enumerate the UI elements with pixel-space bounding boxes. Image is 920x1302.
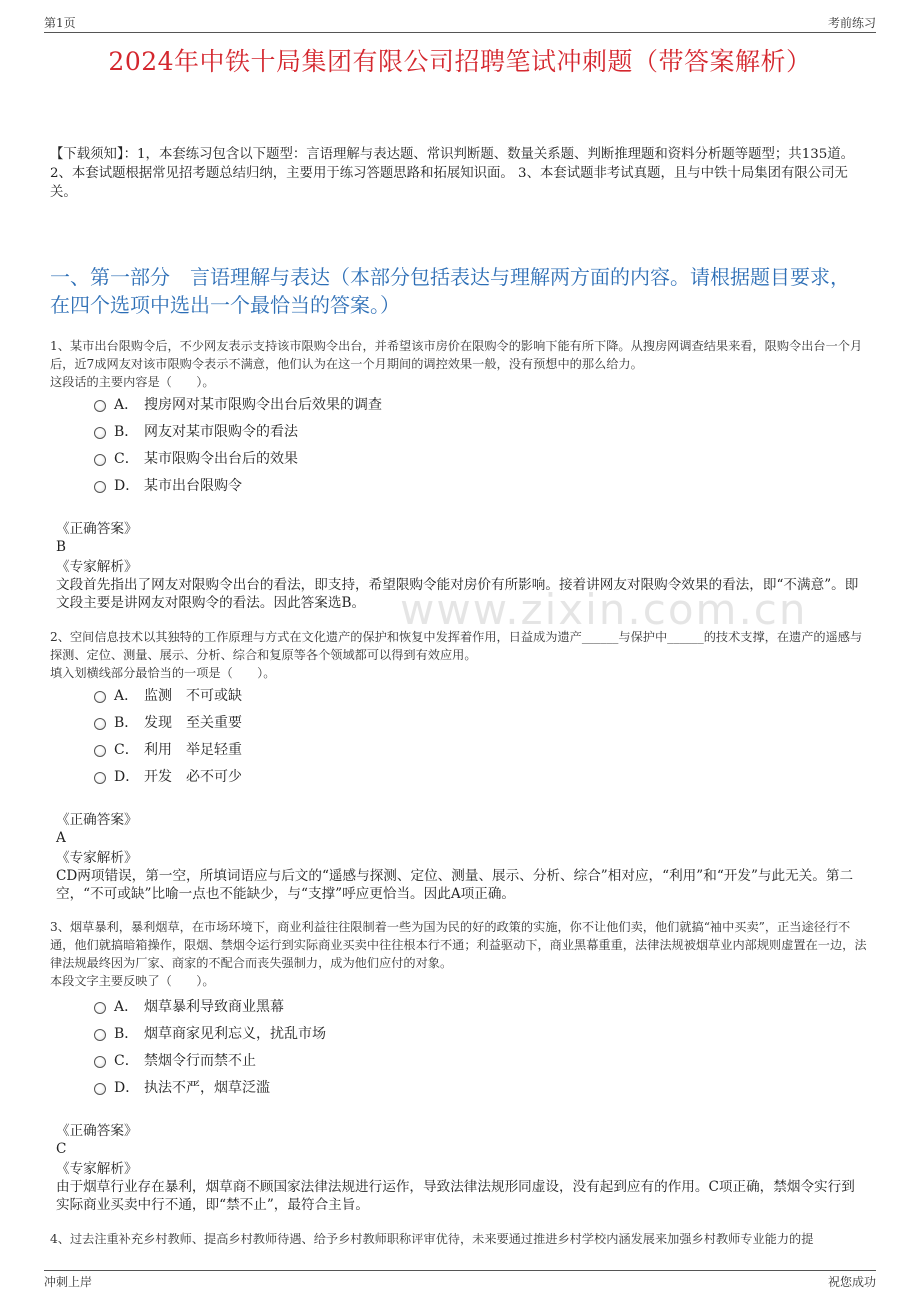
explanation-block bbox=[56, 558, 864, 612]
footer-left: 冲刺上岸 bbox=[44, 1275, 93, 1289]
radio-icon[interactable] bbox=[94, 1083, 106, 1095]
answer-heading: 《正确答案》 bbox=[56, 1123, 138, 1139]
answer-block bbox=[56, 811, 864, 847]
document-title: 2024年中铁十局集团有限公司招聘笔试冲刺题（带答案解析） bbox=[108, 47, 812, 76]
question-text: 1、某市出台限购令后，不少网友表示支持该市限购令出台，并希望该市房价在限购令的影响下能有所下降。从搜房网调查结果来看，限购令出台一个月后，近7成网友对该市限购令表示不满意，他们认为在这一个月期间的调控效果一般，没有预想中的那么给力。 bbox=[50, 339, 863, 371]
radio-icon[interactable] bbox=[94, 772, 106, 784]
download-notice: 【下载须知】：1，本套练习包含以下题型：言语理解与表达题、常识判断题、数量关系题、判断推理题和资料分析题等题型；共135道。 2、本套试题根据常见招考题总结归纳，主要用于练习答题思路和拓展知识面。 3、本套试题非考试真题，且与中铁十局集团有限公司无关。 bbox=[50, 147, 855, 200]
radio-icon[interactable] bbox=[94, 691, 106, 703]
explanation-text: 文段首先指出了网友对限购令出台的看法，即支持，希望限购令能对房价有所影响。接着讲网友对限购令效果的看法，即“不满意”。即文段主要是讲网友对限购令的看法。因此答案选B。 bbox=[56, 577, 859, 611]
question-stem bbox=[50, 918, 868, 990]
answer-block bbox=[56, 1122, 864, 1158]
answer-heading: 《正确答案》 bbox=[56, 521, 138, 537]
header-tag: 考前练习 bbox=[827, 16, 876, 30]
explanation-text: CD两项错误，第一空，所填词语应与后文的“遥感与探测、定位、测量、展示、分析、综合”相对应，“利用”和“开发”与此无关。第二空，“不可或缺”比喻一点也不能缺少，与“支撑”呼应更恰当。因此A项正确。 bbox=[56, 868, 854, 902]
question-prompt: 本段文字主要反映了（ ）。 bbox=[50, 974, 215, 988]
question-text: 2、空间信息技术以其独特的工作原理与方式在文化遗产的保护和恢复中发挥着作用，日益成为遗产______与保护中______的技术支撑，在遗产的遥感与探测、定位、测量、展示、分析、综合和复原等各个领域都可以得到有效应用。 bbox=[50, 630, 863, 662]
radio-icon[interactable] bbox=[94, 1002, 106, 1014]
question-stem bbox=[50, 628, 868, 682]
explanation-block bbox=[56, 1160, 864, 1214]
radio-icon[interactable] bbox=[94, 1056, 106, 1068]
explanation-heading: 《专家解析》 bbox=[56, 559, 138, 575]
page-number: 第1页 bbox=[44, 16, 76, 30]
watermark: www.zixin.com.cn bbox=[400, 585, 808, 634]
radio-icon[interactable] bbox=[94, 400, 106, 412]
explanation-heading: 《专家解析》 bbox=[56, 850, 138, 866]
question-stem bbox=[50, 337, 868, 391]
question-stem bbox=[50, 1230, 868, 1248]
answer-value: C bbox=[56, 1141, 67, 1157]
answer-block bbox=[56, 520, 864, 556]
question-prompt: 这段话的主要内容是（ ）。 bbox=[50, 375, 215, 389]
radio-icon[interactable] bbox=[94, 718, 106, 730]
footer-right: 祝您成功 bbox=[827, 1275, 876, 1289]
page-header bbox=[44, 14, 876, 33]
radio-icon[interactable] bbox=[94, 745, 106, 757]
answer-value: A bbox=[56, 830, 66, 846]
radio-icon[interactable] bbox=[94, 454, 106, 466]
radio-icon[interactable] bbox=[94, 481, 106, 493]
explanation-heading: 《专家解析》 bbox=[56, 1161, 138, 1177]
explanation-block bbox=[56, 849, 864, 903]
explanation-text: 由于烟草行业存在暴利，烟草商不顾国家法律法规进行运作，导致法律法规形同虚设，没有起到应有的作用。C项正确，禁烟令实行到实际商业买卖中行不通，即“禁不止”，最符合主旨。 bbox=[56, 1179, 855, 1213]
page-footer bbox=[44, 1270, 876, 1291]
radio-icon[interactable] bbox=[94, 1029, 106, 1041]
question-text: 3、烟草暴利，暴利烟草，在市场环境下，商业利益往往限制着一些为国为民的好的政策的实施，你不让他们卖，他们就搞“袖中买卖”，正当途径行不通，他们就搞暗箱操作，限烟、禁烟令运行到实际商业买卖中往往根本行不通；利益驱动下，商业黑幕重重，法律法规被烟草业内部规则虚置在一边，法律法规最终因为厂家、商家的不配合而丧失强制力，成为他们应付的对象。 bbox=[50, 920, 867, 970]
answer-value: B bbox=[56, 539, 66, 555]
section-heading: 一、第一部分 言语理解与表达（本部分包括表达与理解两方面的内容。请根据题目要求，在四个选项中选出一个最恰当的答案。） bbox=[50, 265, 850, 317]
question-prompt: 填入划横线部分最恰当的一项是（ ）。 bbox=[50, 666, 276, 680]
question-text: 4、过去注重补充乡村教师、提高乡村教师待遇、给予乡村教师职称评审优待，未来要通过推进乡村学校内涵发展来加强乡村教师专业能力的提 bbox=[50, 1232, 814, 1246]
answer-heading: 《正确答案》 bbox=[56, 812, 138, 828]
radio-icon[interactable] bbox=[94, 427, 106, 439]
